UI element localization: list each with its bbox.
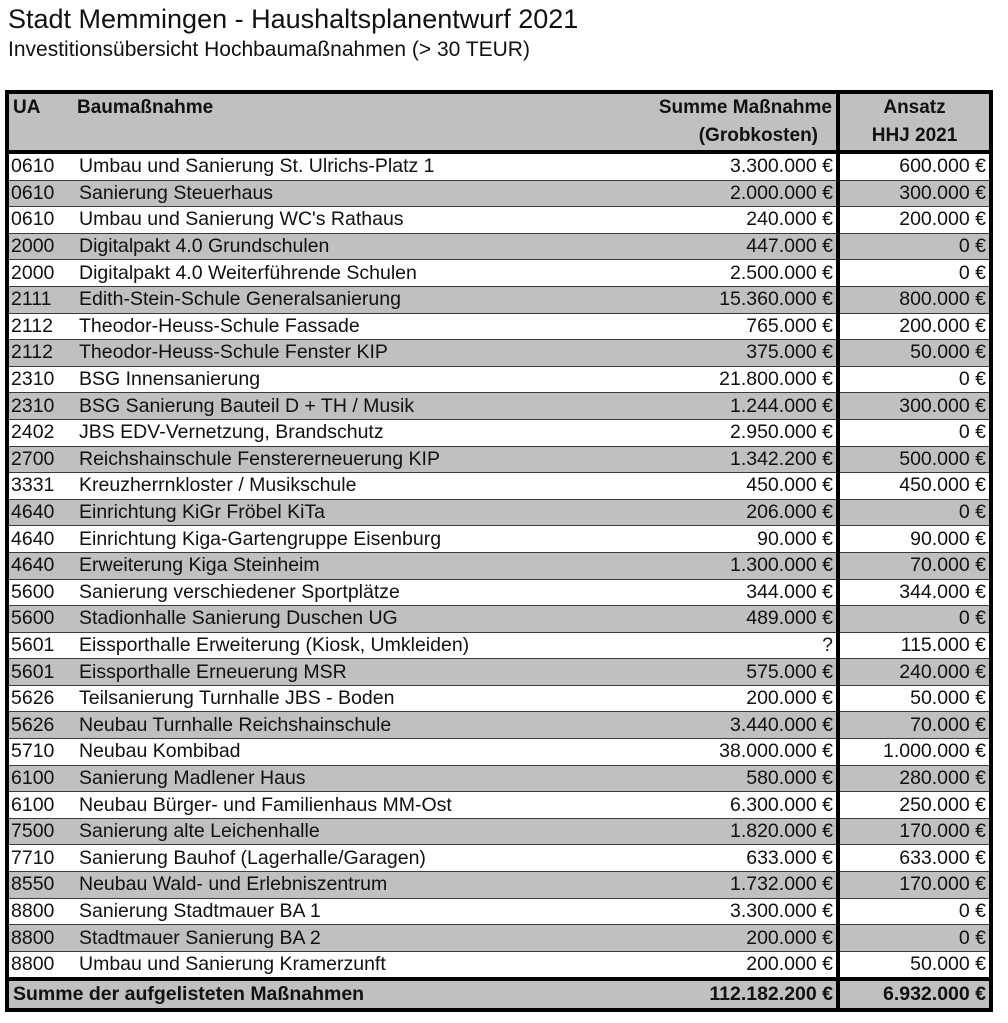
cell-summe: 450.000 € bbox=[638, 473, 838, 500]
cell-baumassnahme: Umbau und Sanierung WC's Rathaus bbox=[73, 207, 638, 234]
cell-ua: 8800 bbox=[9, 925, 73, 952]
cell-ua: 2111 bbox=[9, 286, 73, 313]
cell-summe: 1.244.000 € bbox=[638, 393, 838, 420]
cell-ua: 7710 bbox=[9, 845, 73, 872]
cell-ansatz: 500.000 € bbox=[838, 446, 989, 473]
table-row bbox=[9, 739, 989, 766]
cell-ua: 0610 bbox=[9, 152, 73, 180]
cell-summe: 2.500.000 € bbox=[638, 260, 838, 287]
cell-baumassnahme: Edith-Stein-Schule Generalsanierung bbox=[73, 286, 638, 313]
cell-ansatz: 200.000 € bbox=[838, 207, 989, 234]
cell-baumassnahme: Stadionhalle Sanierung Duschen UG bbox=[73, 606, 638, 633]
cell-summe: 489.000 € bbox=[638, 606, 838, 633]
table-row bbox=[9, 712, 989, 739]
cell-baumassnahme: Digitalpakt 4.0 Grundschulen bbox=[73, 233, 638, 260]
header-ansatz-line2: HHJ 2021 bbox=[871, 125, 958, 146]
cell-ua: 8800 bbox=[9, 951, 73, 979]
cell-summe: 1.342.200 € bbox=[638, 446, 838, 473]
cell-ansatz: 0 € bbox=[838, 260, 989, 287]
table-row bbox=[9, 659, 989, 686]
cell-summe: 200.000 € bbox=[638, 685, 838, 712]
table-row bbox=[9, 872, 989, 899]
document-title: Stadt Memmingen - Haushaltsplanentwurf 2021 bbox=[8, 4, 579, 34]
cell-baumassnahme: Sanierung Steuerhaus bbox=[73, 180, 638, 207]
cell-ua: 7500 bbox=[9, 818, 73, 845]
cell-baumassnahme: Erweiterung Kiga Steinheim bbox=[73, 552, 638, 579]
table-row bbox=[9, 818, 989, 845]
cell-baumassnahme: Neubau Bürger- und Familienhaus MM-Ost bbox=[73, 792, 638, 819]
cell-summe: 6.300.000 € bbox=[638, 792, 838, 819]
table-row bbox=[9, 313, 989, 340]
cell-ua: 5710 bbox=[9, 739, 73, 766]
table-row bbox=[9, 233, 989, 260]
cell-ansatz: 90.000 € bbox=[838, 526, 989, 553]
cell-summe: 3.300.000 € bbox=[638, 152, 838, 180]
cell-ua: 5600 bbox=[9, 579, 73, 606]
table-row bbox=[9, 393, 989, 420]
investment-table bbox=[5, 90, 993, 1012]
cell-baumassnahme: Digitalpakt 4.0 Weiterführende Schulen bbox=[73, 260, 638, 287]
cell-ansatz: 633.000 € bbox=[838, 845, 989, 872]
header-summe-massnahme bbox=[638, 94, 838, 152]
cell-ansatz: 450.000 € bbox=[838, 473, 989, 500]
cell-summe: 375.000 € bbox=[638, 340, 838, 367]
cell-ua: 2112 bbox=[9, 340, 73, 367]
header-baumassnahme bbox=[73, 94, 638, 152]
table-row bbox=[9, 552, 989, 579]
cell-summe: 2.000.000 € bbox=[638, 180, 838, 207]
cell-ua: 6100 bbox=[9, 765, 73, 792]
header-name-label: Baumaßnahme bbox=[77, 97, 214, 118]
cell-ansatz: 70.000 € bbox=[838, 552, 989, 579]
cell-summe: 200.000 € bbox=[638, 925, 838, 952]
cell-ansatz: 1.000.000 € bbox=[838, 739, 989, 766]
table-row bbox=[9, 260, 989, 287]
cell-summe: 1.300.000 € bbox=[638, 552, 838, 579]
cell-baumassnahme: Stadtmauer Sanierung BA 2 bbox=[73, 925, 638, 952]
cell-baumassnahme: Sanierung alte Leichenhalle bbox=[73, 818, 638, 845]
cell-baumassnahme: Theodor-Heuss-Schule Fenster KIP bbox=[73, 340, 638, 367]
header-ua bbox=[9, 94, 73, 152]
cell-ua: 4640 bbox=[9, 526, 73, 553]
cell-ua: 2700 bbox=[9, 446, 73, 473]
cell-ua: 2112 bbox=[9, 313, 73, 340]
cell-summe: 344.000 € bbox=[638, 579, 838, 606]
cell-ansatz: 250.000 € bbox=[838, 792, 989, 819]
total-ansatz: 6.932.000 € bbox=[838, 979, 989, 1008]
cell-summe: 575.000 € bbox=[638, 659, 838, 686]
cell-summe: ? bbox=[638, 632, 838, 659]
cell-baumassnahme: Neubau Kombibad bbox=[73, 739, 638, 766]
table-row bbox=[9, 526, 989, 553]
table-row bbox=[9, 419, 989, 446]
table-row bbox=[9, 366, 989, 393]
cell-ansatz: 50.000 € bbox=[838, 685, 989, 712]
cell-ua: 2000 bbox=[9, 260, 73, 287]
header-sum-line2: (Grobkosten) bbox=[698, 125, 818, 146]
cell-baumassnahme: Theodor-Heuss-Schule Fassade bbox=[73, 313, 638, 340]
cell-ua: 5600 bbox=[9, 606, 73, 633]
table-row bbox=[9, 286, 989, 313]
cell-ansatz: 0 € bbox=[838, 233, 989, 260]
cell-ua: 2402 bbox=[9, 419, 73, 446]
table-row bbox=[9, 951, 989, 979]
table-row bbox=[9, 685, 989, 712]
cell-ansatz: 280.000 € bbox=[838, 765, 989, 792]
cell-summe: 2.950.000 € bbox=[638, 419, 838, 446]
cell-baumassnahme: Sanierung Stadtmauer BA 1 bbox=[73, 898, 638, 925]
table-row bbox=[9, 152, 989, 180]
cell-baumassnahme: Eissporthalle Erneuerung MSR bbox=[73, 659, 638, 686]
cell-ansatz: 800.000 € bbox=[838, 286, 989, 313]
cell-baumassnahme: Eissporthalle Erweiterung (Kiosk, Umkleiden) bbox=[73, 632, 638, 659]
cell-ansatz: 0 € bbox=[838, 898, 989, 925]
cell-summe: 580.000 € bbox=[638, 765, 838, 792]
cell-baumassnahme: JBS EDV-Vernetzung, Brandschutz bbox=[73, 419, 638, 446]
table-row bbox=[9, 925, 989, 952]
cell-baumassnahme: Teilsanierung Turnhalle JBS - Boden bbox=[73, 685, 638, 712]
total-label: Summe der aufgelisteten Maßnahmen bbox=[9, 979, 638, 1008]
cell-baumassnahme: Einrichtung KiGr Fröbel KiTa bbox=[73, 499, 638, 526]
table-row bbox=[9, 340, 989, 367]
cell-summe: 200.000 € bbox=[638, 951, 838, 979]
cell-summe: 765.000 € bbox=[638, 313, 838, 340]
cell-ua: 2310 bbox=[9, 393, 73, 420]
table-row bbox=[9, 792, 989, 819]
cell-ua: 2000 bbox=[9, 233, 73, 260]
cell-summe: 447.000 € bbox=[638, 233, 838, 260]
cell-ansatz: 50.000 € bbox=[838, 340, 989, 367]
header-ua-label: UA bbox=[13, 97, 41, 118]
cell-baumassnahme: Sanierung verschiedener Sportplätze bbox=[73, 579, 638, 606]
table-row bbox=[9, 579, 989, 606]
cell-ua: 5601 bbox=[9, 632, 73, 659]
table-row bbox=[9, 898, 989, 925]
cell-ua: 8550 bbox=[9, 872, 73, 899]
cell-ansatz: 0 € bbox=[838, 925, 989, 952]
cell-ua: 6100 bbox=[9, 792, 73, 819]
cell-ansatz: 300.000 € bbox=[838, 393, 989, 420]
cell-ua: 0610 bbox=[9, 180, 73, 207]
cell-summe: 21.800.000 € bbox=[638, 366, 838, 393]
cell-ua: 3331 bbox=[9, 473, 73, 500]
table-row bbox=[9, 499, 989, 526]
cell-baumassnahme: Sanierung Bauhof (Lagerhalle/Garagen) bbox=[73, 845, 638, 872]
cell-baumassnahme: BSG Sanierung Bauteil D + TH / Musik bbox=[73, 393, 638, 420]
table-row bbox=[9, 207, 989, 234]
cell-ansatz: 0 € bbox=[838, 366, 989, 393]
cell-baumassnahme: Neubau Turnhalle Reichshainschule bbox=[73, 712, 638, 739]
cell-summe: 1.732.000 € bbox=[638, 872, 838, 899]
table-row bbox=[9, 180, 989, 207]
table-row bbox=[9, 606, 989, 633]
cell-summe: 15.360.000 € bbox=[638, 286, 838, 313]
table-header-row bbox=[9, 94, 989, 152]
cell-ua: 5626 bbox=[9, 712, 73, 739]
cell-ua: 0610 bbox=[9, 207, 73, 234]
cell-ua: 2310 bbox=[9, 366, 73, 393]
cell-ansatz: 115.000 € bbox=[838, 632, 989, 659]
cell-baumassnahme: Einrichtung Kiga-Gartengruppe Eisenburg bbox=[73, 526, 638, 553]
cell-summe: 38.000.000 € bbox=[638, 739, 838, 766]
cell-ansatz: 344.000 € bbox=[838, 579, 989, 606]
total-row bbox=[9, 979, 989, 1008]
table-row bbox=[9, 473, 989, 500]
cell-summe: 633.000 € bbox=[638, 845, 838, 872]
cell-ansatz: 50.000 € bbox=[838, 951, 989, 979]
cell-ua: 8800 bbox=[9, 898, 73, 925]
cell-ua: 4640 bbox=[9, 552, 73, 579]
cell-summe: 206.000 € bbox=[638, 499, 838, 526]
cell-ansatz: 170.000 € bbox=[838, 872, 989, 899]
table-row bbox=[9, 765, 989, 792]
header-sum-line1: Summe Maßnahme bbox=[658, 97, 832, 118]
cell-ua: 5601 bbox=[9, 659, 73, 686]
cell-baumassnahme: Sanierung Madlener Haus bbox=[73, 765, 638, 792]
cell-ansatz: 0 € bbox=[838, 419, 989, 446]
cell-ansatz: 240.000 € bbox=[838, 659, 989, 686]
table-body bbox=[9, 152, 989, 979]
document-subtitle: Investitionsübersicht Hochbaumaßnahmen (> 30 TEUR) bbox=[8, 38, 530, 61]
cell-ansatz: 0 € bbox=[838, 499, 989, 526]
table-row bbox=[9, 845, 989, 872]
total-sum: 112.182.200 € bbox=[638, 979, 838, 1008]
cell-summe: 3.440.000 € bbox=[638, 712, 838, 739]
cell-ansatz: 170.000 € bbox=[838, 818, 989, 845]
cell-ansatz: 600.000 € bbox=[838, 152, 989, 180]
header-ansatz bbox=[838, 94, 989, 152]
cell-summe: 240.000 € bbox=[638, 207, 838, 234]
cell-summe: 3.300.000 € bbox=[638, 898, 838, 925]
cell-baumassnahme: Reichshainschule Fenstererneuerung KIP bbox=[73, 446, 638, 473]
cell-baumassnahme: Kreuzherrnkloster / Musikschule bbox=[73, 473, 638, 500]
cell-ua: 4640 bbox=[9, 499, 73, 526]
cell-ansatz: 300.000 € bbox=[838, 180, 989, 207]
cell-baumassnahme: Umbau und Sanierung Kramerzunft bbox=[73, 951, 638, 979]
cell-ua: 5626 bbox=[9, 685, 73, 712]
cell-ansatz: 70.000 € bbox=[838, 712, 989, 739]
cell-baumassnahme: Umbau und Sanierung St. Ulrichs-Platz 1 bbox=[73, 152, 638, 180]
header-ansatz-line1: Ansatz bbox=[883, 97, 946, 118]
cell-summe: 1.820.000 € bbox=[638, 818, 838, 845]
table-row bbox=[9, 446, 989, 473]
cell-summe: 90.000 € bbox=[638, 526, 838, 553]
cell-ansatz: 0 € bbox=[838, 606, 989, 633]
cell-baumassnahme: BSG Innensanierung bbox=[73, 366, 638, 393]
cell-ansatz: 200.000 € bbox=[838, 313, 989, 340]
table-row bbox=[9, 632, 989, 659]
cell-baumassnahme: Neubau Wald- und Erlebniszentrum bbox=[73, 872, 638, 899]
